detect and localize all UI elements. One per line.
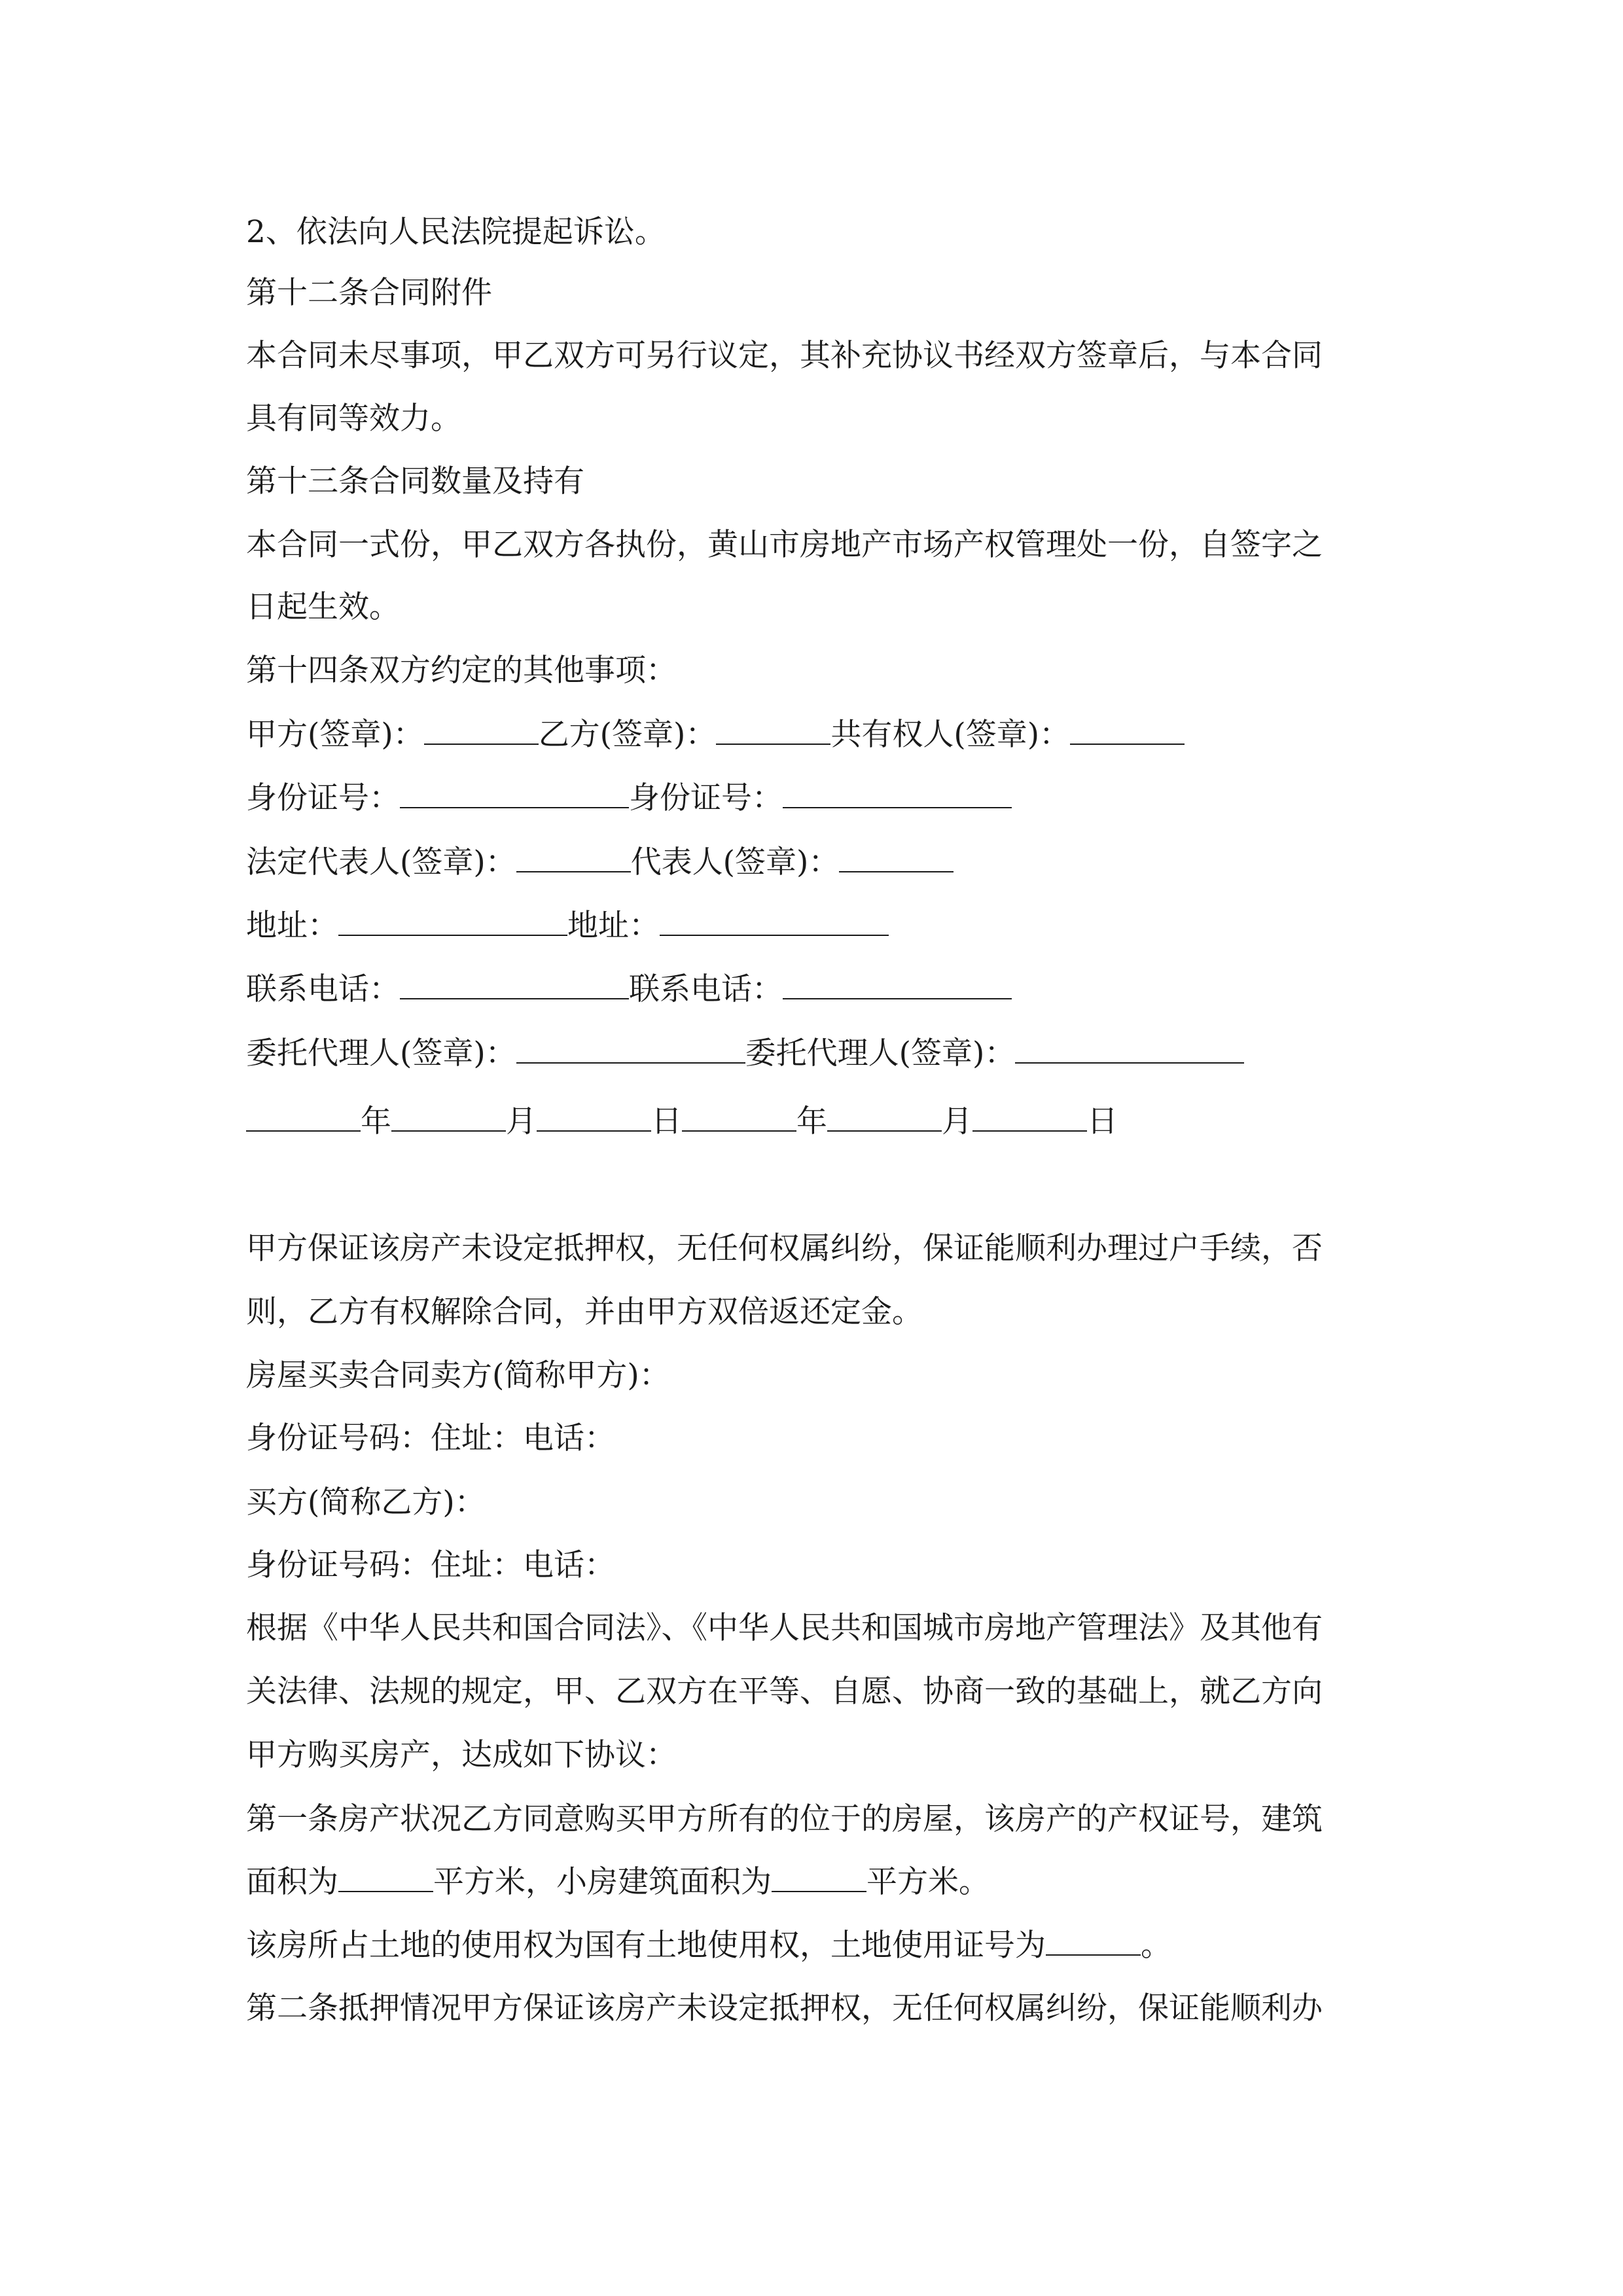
signature-row-id — [246, 779, 1012, 818]
legal-basis-line-3: 甲方购买房产，达成如下协议： — [246, 1737, 677, 1773]
legal-basis-line-1: 根据《中华人民共和国合同法》、《中华人民共和国城市房地产管理法》及其他有 — [246, 1610, 1323, 1646]
co-owner-seal-label: 共有权人(签章)： — [830, 717, 1071, 753]
signature-row-date — [246, 1102, 1118, 1141]
year-label-1: 年 — [361, 1103, 391, 1139]
month-blank-2 — [827, 1103, 942, 1132]
day-blank-2 — [972, 1103, 1087, 1132]
id-number-blank-1 — [400, 780, 629, 808]
signature-row-representative — [246, 843, 954, 882]
legal-rep-label: 法定代表人(签章)： — [246, 844, 516, 880]
id-number-label-1: 身份证号： — [246, 780, 400, 816]
agent-label-2: 委托代理人(签章)： — [745, 1035, 1016, 1071]
buyer-info: 身份证号码：住址：电话： — [246, 1547, 615, 1583]
article-1-line-1: 第一条房产状况乙方同意购买甲方所有的位于的房屋，该房产的产权证号，建筑 — [246, 1801, 1323, 1837]
guarantee-line-1: 甲方保证该房产未设定抵押权，无任何权属纠纷，保证能顺利办理过户手续，否 — [246, 1230, 1323, 1266]
land-use-period: 。 — [1141, 1928, 1171, 1964]
phone-blank-2 — [783, 971, 1012, 999]
land-use-line — [246, 1926, 1171, 1965]
article-13-body-line-2: 日起生效。 — [246, 589, 400, 625]
article-1-line-2 — [246, 1863, 990, 1902]
party-b-seal-blank — [716, 716, 830, 745]
article-13-title: 第十三条合同数量及持有 — [246, 463, 584, 499]
address-blank-1 — [338, 907, 567, 936]
month-label-2: 月 — [942, 1103, 972, 1139]
small-area-blank — [772, 1863, 866, 1892]
day-blank-1 — [537, 1103, 651, 1132]
id-number-label-2: 身份证号： — [629, 780, 783, 816]
legal-basis-line-2: 关法律、法规的规定，甲、乙双方在平等、自愿、协商一致的基础上，就乙方向 — [246, 1674, 1323, 1710]
phone-label-2: 联系电话： — [629, 971, 783, 1007]
month-label-1: 月 — [506, 1103, 537, 1139]
agent-blank-1 — [516, 1035, 745, 1064]
legal-rep-blank — [516, 844, 631, 872]
id-number-blank-2 — [783, 780, 1012, 808]
article-12-body-line-1: 本合同未尽事项，甲乙双方可另行议定，其补充协议书经双方签章后，与本合同 — [246, 338, 1323, 374]
address-label-2: 地址： — [567, 908, 660, 944]
signature-row-agent — [246, 1034, 1244, 1073]
land-cert-blank — [1046, 1927, 1141, 1956]
article-12-body-line-2: 具有同等效力。 — [246, 401, 461, 437]
article-13-body-line-1: 本合同一式份，甲乙双方各执份，黄山市房地产市场产权管理处一份，自签字之 — [246, 527, 1323, 563]
address-blank-2 — [660, 907, 889, 936]
agent-label-1: 委托代理人(签章)： — [246, 1035, 516, 1071]
phone-label-1: 联系电话： — [246, 971, 400, 1007]
area-label: 面积为 — [246, 1864, 338, 1900]
party-a-seal-label: 甲方(签章)： — [246, 717, 424, 753]
area-blank — [338, 1863, 433, 1892]
agent-blank-2 — [1015, 1035, 1244, 1064]
land-use-text: 该房所占土地的使用权为国有土地使用权，土地使用证号为 — [246, 1928, 1046, 1964]
year-blank-1 — [246, 1103, 361, 1132]
party-b-seal-label: 乙方(签章)： — [538, 717, 717, 753]
year-label-2: 年 — [796, 1103, 827, 1139]
article-12-title: 第十二条合同附件 — [246, 275, 492, 311]
signature-row-address — [246, 906, 889, 946]
area-unit-and-small-label: 平方米，小房建筑面积为 — [433, 1864, 772, 1900]
signature-row-parties — [246, 715, 1185, 755]
month-blank-1 — [391, 1103, 506, 1132]
rep-label: 代表人(签章)： — [630, 844, 840, 880]
litigation-item: 2、依法向人民法院提起诉讼。 — [246, 214, 666, 250]
guarantee-line-2: 则，乙方有权解除合同，并由甲方双倍返还定金。 — [246, 1294, 923, 1330]
seller-info: 身份证号码：住址：电话： — [246, 1420, 615, 1456]
phone-blank-1 — [400, 971, 629, 999]
article-2-line-1: 第二条抵押情况甲方保证该房产未设定抵押权，无任何权属纠纷，保证能顺利办 — [246, 1990, 1323, 2026]
day-label-2: 日 — [1087, 1103, 1118, 1139]
address-label-1: 地址： — [246, 908, 338, 944]
signature-row-phone — [246, 970, 1012, 1009]
year-blank-2 — [682, 1103, 796, 1132]
party-a-seal-blank — [424, 716, 539, 745]
seller-heading: 房屋买卖合同卖方(简称甲方)： — [246, 1357, 670, 1393]
small-area-unit: 平方米。 — [866, 1864, 990, 1900]
buyer-heading: 买方(简称乙方)： — [246, 1484, 486, 1520]
article-14-title: 第十四条双方约定的其他事项： — [246, 653, 677, 689]
rep-blank — [839, 844, 954, 872]
co-owner-seal-blank — [1070, 716, 1185, 745]
day-label-1: 日 — [651, 1103, 682, 1139]
